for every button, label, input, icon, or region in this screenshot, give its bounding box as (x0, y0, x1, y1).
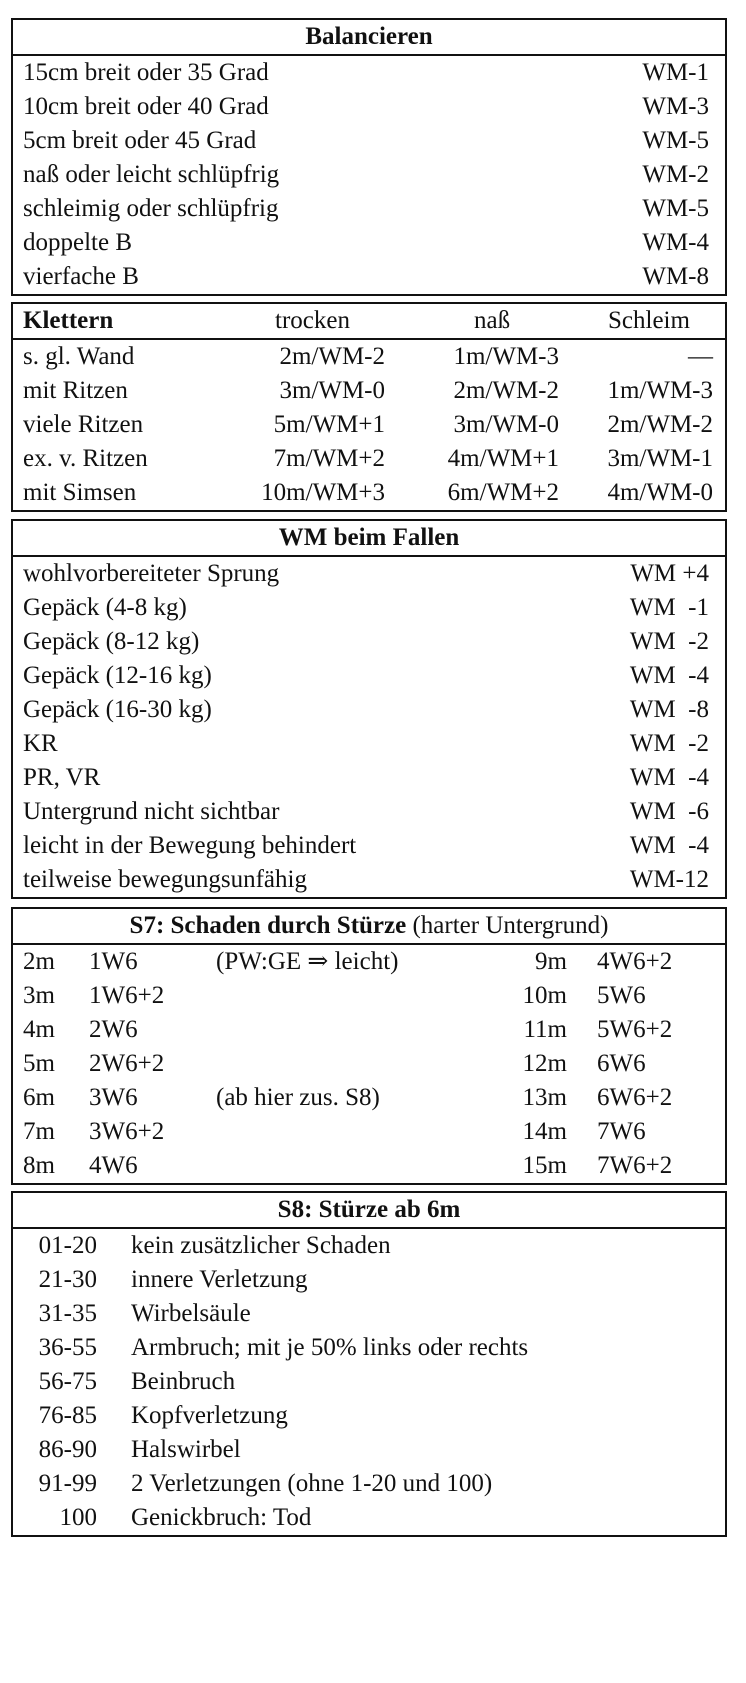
s7-height-2: 12m (522, 1050, 567, 1077)
fallen-row (13, 761, 725, 795)
s7-damage: 3W6 (89, 1084, 138, 1111)
balancieren-row (13, 226, 725, 260)
klettern-schleim: 3m/WM-1 (607, 445, 713, 472)
klettern-trocken: 7m/WM+2 (273, 445, 385, 472)
s7-height-2: 13m (522, 1084, 567, 1111)
s8-row (13, 1331, 725, 1365)
s8-result: innere Verletzung (131, 1266, 308, 1293)
s7-damage: 3W6+2 (89, 1118, 165, 1145)
s8-row (13, 1297, 725, 1331)
fallen-label: KR (23, 730, 58, 757)
klettern-trocken: 5m/WM+1 (273, 411, 385, 438)
fallen-row (13, 557, 725, 591)
s8-row (13, 1263, 725, 1297)
klettern-header-nass: naß (474, 307, 511, 334)
s7-row (13, 1081, 725, 1115)
s8-result: Kopfverletzung (131, 1402, 288, 1429)
klettern-schleim: — (688, 343, 713, 370)
s7-row (13, 1013, 725, 1047)
klettern-header (13, 304, 725, 340)
klettern-surface: mit Ritzen (23, 377, 128, 404)
s8-result: Genickbruch: Tod (131, 1504, 312, 1531)
balancieren-value: WM-5 (642, 127, 709, 154)
klettern-nass: 3m/WM-0 (453, 411, 559, 438)
fallen-value: WM -2 (629, 628, 709, 655)
s8-roll: 100 (59, 1504, 97, 1531)
fallen-value: WM-12 (629, 866, 709, 893)
balancieren-table (11, 18, 727, 296)
fallen-value: WM -2 (629, 730, 709, 757)
balancieren-row (13, 260, 725, 294)
s8-result: kein zusätzlicher Schaden (131, 1232, 391, 1259)
s7-damage: 1W6 (89, 948, 138, 975)
s7-row (13, 1149, 725, 1183)
klettern-surface: s. gl. Wand (23, 343, 135, 370)
s8-result: 2 Verletzungen (ohne 1-20 und 100) (131, 1470, 493, 1497)
fallen-row (13, 829, 725, 863)
balancieren-row (13, 56, 725, 90)
klettern-surface: ex. v. Ritzen (23, 445, 148, 472)
s7-height: 8m (23, 1152, 55, 1179)
s7-damage-2: 6W6+2 (597, 1084, 673, 1111)
s7-height: 7m (23, 1118, 55, 1145)
balancieren-label: vierfache B (23, 263, 139, 290)
s8-roll: 76-85 (38, 1402, 97, 1429)
s7-damage-2: 5W6+2 (597, 1016, 673, 1043)
s7-height-2: 9m (535, 948, 567, 975)
s8-row (13, 1467, 725, 1501)
balancieren-value: WM-1 (642, 59, 709, 86)
balancieren-row (13, 192, 725, 226)
s7-table (11, 907, 727, 1185)
s8-result: Armbruch; mit je 50% links oder rechts (131, 1334, 529, 1361)
balancieren-row (13, 158, 725, 192)
fallen-label: Gepäck (4-8 kg) (23, 594, 187, 621)
klettern-schleim: 4m/WM-0 (607, 479, 713, 506)
klettern-nass: 1m/WM-3 (453, 343, 559, 370)
s8-row (13, 1433, 725, 1467)
balancieren-title: Balancieren (13, 20, 725, 56)
balancieren-row (13, 124, 725, 158)
klettern-nass: 2m/WM-2 (453, 377, 559, 404)
s7-row (13, 1047, 725, 1081)
fallen-value: WM -4 (629, 832, 709, 859)
s8-title: S8: Stürze ab 6m (13, 1193, 725, 1229)
fallen-row (13, 591, 725, 625)
s7-height-2: 15m (522, 1152, 567, 1179)
s8-roll: 36-55 (38, 1334, 97, 1361)
balancieren-label: 10cm breit oder 40 Grad (23, 93, 269, 120)
klettern-row (13, 476, 725, 510)
fallen-label: Gepäck (8-12 kg) (23, 628, 200, 655)
klettern-trocken: 10m/WM+3 (261, 479, 385, 506)
balancieren-label: 5cm breit oder 45 Grad (23, 127, 257, 154)
s7-damage: 2W6 (89, 1016, 138, 1043)
s7-damage-2: 7W6 (597, 1118, 646, 1145)
balancieren-value: WM-4 (642, 229, 709, 256)
s7-row (13, 945, 725, 979)
fallen-value: WM -4 (629, 764, 709, 791)
s7-height: 4m (23, 1016, 55, 1043)
klettern-row (13, 408, 725, 442)
s7-height: 3m (23, 982, 55, 1009)
s7-title-rest: (harter Untergrund) (406, 912, 609, 939)
s7-title (13, 909, 725, 945)
s7-height-2: 10m (522, 982, 567, 1009)
klettern-surface: viele Ritzen (23, 411, 144, 438)
s7-height: 5m (23, 1050, 55, 1077)
fallen-label: teilweise bewegungsunfähig (23, 866, 307, 893)
balancieren-label: 15cm breit oder 35 Grad (23, 59, 269, 86)
klettern-row (13, 374, 725, 408)
fallen-label: PR, VR (23, 764, 101, 791)
klettern-header-label: Klettern (23, 307, 114, 334)
s8-row (13, 1229, 725, 1263)
s8-result: Wirbelsäule (131, 1300, 251, 1327)
fallen-value: WM -8 (629, 696, 709, 723)
klettern-surface: mit Simsen (23, 479, 137, 506)
fallen-value: WM +4 (630, 560, 709, 587)
balancieren-row (13, 90, 725, 124)
s7-height-2: 14m (522, 1118, 567, 1145)
fallen-label: Untergrund nicht sichtbar (23, 798, 280, 825)
s8-roll: 21-30 (38, 1266, 97, 1293)
klettern-header-schleim: Schleim (608, 307, 690, 334)
fallen-title: WM beim Fallen (13, 521, 725, 557)
fallen-value: WM -4 (629, 662, 709, 689)
klettern-row (13, 340, 725, 374)
fallen-row (13, 863, 725, 897)
s7-damage: 1W6+2 (89, 982, 165, 1009)
fallen-value: WM -1 (629, 594, 709, 621)
s8-roll: 86-90 (38, 1436, 97, 1463)
s7-note: (PW:GE ⇒ leicht) (216, 948, 399, 975)
klettern-trocken: 2m/WM-2 (279, 343, 385, 370)
fallen-label: Gepäck (12-16 kg) (23, 662, 212, 689)
balancieren-label: doppelte B (23, 229, 133, 256)
fallen-row (13, 625, 725, 659)
fallen-table (11, 519, 727, 899)
klettern-schleim: 2m/WM-2 (607, 411, 713, 438)
balancieren-value: WM-8 (642, 263, 709, 290)
s7-damage-2: 7W6+2 (597, 1152, 673, 1179)
balancieren-value: WM-3 (642, 93, 709, 120)
klettern-nass: 6m/WM+2 (447, 479, 559, 506)
s7-row (13, 1115, 725, 1149)
klettern-row (13, 442, 725, 476)
fallen-row (13, 693, 725, 727)
balancieren-label: naß oder leicht schlüpfrig (23, 161, 280, 188)
s7-damage-2: 6W6 (597, 1050, 646, 1077)
balancieren-label: schleimig oder schlüpfrig (23, 195, 279, 222)
s8-roll: 91-99 (38, 1470, 97, 1497)
fallen-value: WM -6 (629, 798, 709, 825)
klettern-table (11, 302, 727, 512)
balancieren-value: WM-2 (642, 161, 709, 188)
s8-row (13, 1399, 725, 1433)
s7-row (13, 979, 725, 1013)
fallen-row (13, 795, 725, 829)
s7-height: 6m (23, 1084, 55, 1111)
s8-table (11, 1191, 727, 1537)
s8-row (13, 1365, 725, 1399)
fallen-label: leicht in der Bewegung behindert (23, 832, 357, 859)
klettern-header-trocken: trocken (275, 307, 350, 334)
s7-damage: 4W6 (89, 1152, 138, 1179)
fallen-label: Gepäck (16-30 kg) (23, 696, 212, 723)
s8-result: Beinbruch (131, 1368, 236, 1395)
klettern-schleim: 1m/WM-3 (607, 377, 713, 404)
klettern-nass: 4m/WM+1 (447, 445, 559, 472)
fallen-row (13, 659, 725, 693)
fallen-row (13, 727, 725, 761)
s7-note: (ab hier zus. S8) (216, 1084, 380, 1111)
s8-roll: 31-35 (38, 1300, 97, 1327)
s8-roll: 01-20 (38, 1232, 97, 1259)
s7-height-2: 11m (523, 1016, 567, 1043)
s8-result: Halswirbel (131, 1436, 241, 1463)
balancieren-value: WM-5 (642, 195, 709, 222)
s7-height: 2m (23, 948, 55, 975)
s7-damage-2: 4W6+2 (597, 948, 673, 975)
s7-title-bold: S7: Schaden durch Stürze (129, 912, 407, 939)
s7-damage: 2W6+2 (89, 1050, 165, 1077)
s8-roll: 56-75 (38, 1368, 97, 1395)
klettern-trocken: 3m/WM-0 (279, 377, 385, 404)
fallen-label: wohlvorbereiteter Sprung (23, 560, 280, 587)
s7-damage-2: 5W6 (597, 982, 646, 1009)
s8-row (13, 1501, 725, 1535)
